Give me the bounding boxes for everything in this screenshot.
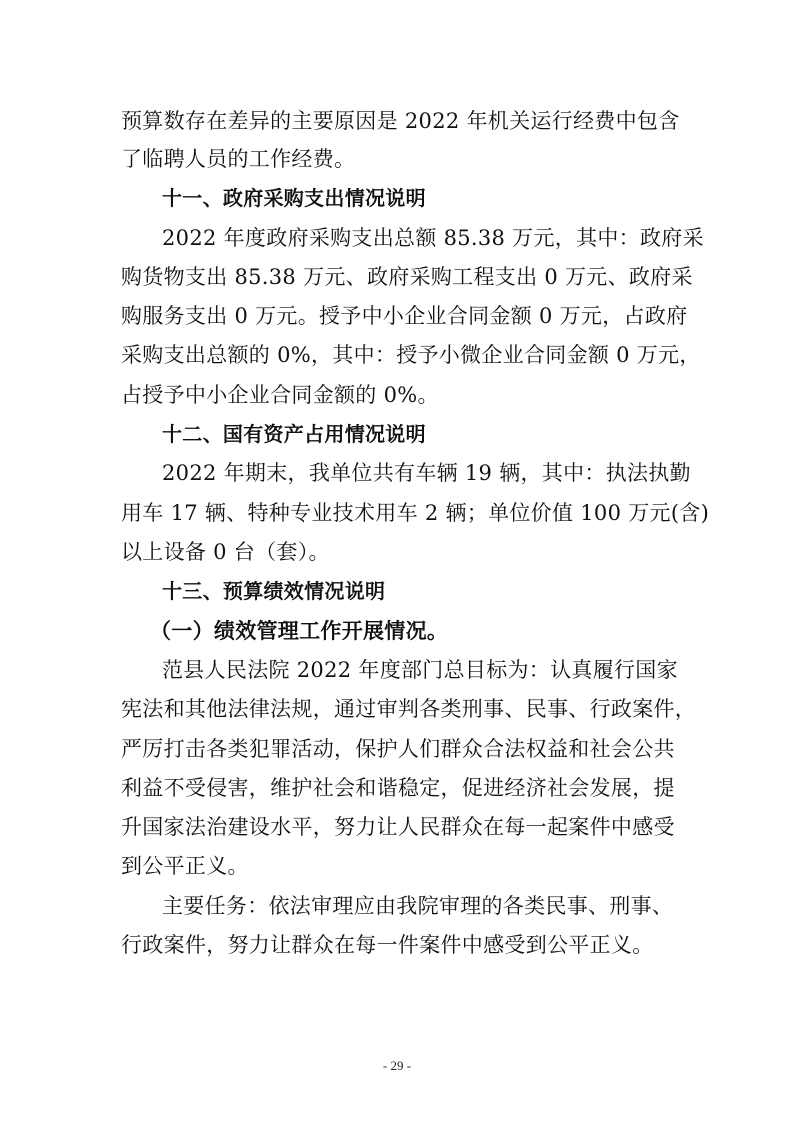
body-line: 购服务支出 0 万元。授予中小企业合同金额 0 万元，占政府: [121, 304, 688, 328]
body-line: 宪法和其他法律法规，通过审判各类刑事、民事、行政案件，: [121, 697, 697, 721]
body-line: 2022 年期末，我单位共有车辆 19 辆，其中：执法执勤: [162, 461, 691, 485]
body-line: 占授予中小企业合同金额的 0%。: [121, 383, 439, 407]
body-line: 以上设备 0 台（套）。: [121, 540, 330, 564]
subsection-heading: （一）绩效管理工作开展情况。: [150, 619, 449, 643]
body-line: 严厉打击各类犯罪活动，保护人们群众合法权益和社会公共: [121, 737, 675, 761]
body-line: 行政案件，努力让群众在每一件案件中感受到公平正义。: [121, 933, 654, 957]
body-line: 采购支出总额的 0%，其中：授予小微企业合同金额 0 万元，: [121, 343, 701, 367]
section-heading-performance: 十三、预算绩效情况说明: [162, 579, 386, 603]
section-heading-procurement: 十一、政府采购支出情况说明: [162, 186, 426, 210]
body-line: 到公平正义。: [121, 854, 249, 878]
body-line: 2022 年度政府采购支出总额 85.38 万元，其中：政府采: [162, 226, 704, 250]
body-line: 利益不受侵害，维护社会和谐稳定，促进经济社会发展，提: [121, 776, 675, 800]
body-line: 了临聘人员的工作经费。: [121, 147, 356, 171]
body-line: 升国家法治建设水平，努力让人民群众在每一起案件中感受: [121, 815, 675, 839]
body-line: 购货物支出 85.38 万元、政府采购工程支出 0 万元、政府采: [121, 265, 693, 289]
body-line: 范县人民法院 2022 年度部门总目标为：认真履行国家: [162, 658, 678, 682]
section-heading-assets: 十二、国有资产占用情况说明: [162, 422, 426, 446]
body-line: 主要任务：依法审理应由我院审理的各类民事、刑事、: [162, 894, 674, 918]
page-number: - 29 -: [382, 1058, 412, 1073]
body-line: 预算数存在差异的主要原因是 2022 年机关运行经费中包含: [121, 109, 680, 133]
body-line: 用车 17 辆、特种专业技术用车 2 辆；单位价值 100 万元(含): [121, 501, 710, 525]
